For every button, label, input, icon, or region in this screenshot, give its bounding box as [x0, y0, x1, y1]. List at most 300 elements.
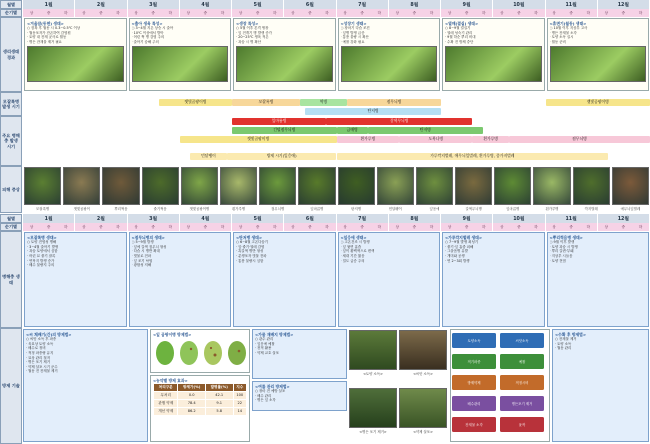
period-third: 상: [29, 11, 34, 15]
control-photo-2: [399, 330, 447, 370]
ecology-panel-title: <성장기 생태>: [340, 21, 367, 26]
panel-line: · 그을음병 유발: [445, 249, 468, 254]
panel-line: · 잎 뒷면 흡즙: [340, 244, 362, 249]
pest-ecology-lines: [550, 240, 647, 263]
table-row: [154, 391, 247, 399]
period-third: 하: [586, 11, 590, 15]
effect-table-title: <농약별 방제 효과>: [153, 378, 188, 383]
control-panel-1-title: <씨 채배기(간)의 방제법>: [26, 332, 72, 337]
period-cell: [75, 223, 127, 231]
period-third: 하: [168, 225, 172, 229]
symptom-caption: 갈색무늬병: [465, 207, 482, 211]
ecology-photo: [445, 46, 542, 82]
panel-line: · 잎 전개기 병 발생 증가: [236, 30, 272, 35]
period-third: 중: [569, 11, 573, 15]
month-header: 5월: [232, 0, 284, 9]
month-header: 10월: [493, 214, 545, 223]
process-step: 윤작: [500, 417, 544, 432]
period-third: 상: [186, 11, 191, 15]
panel-line: · 다습 시 병반 확대: [131, 249, 160, 254]
period-cell: [493, 9, 545, 17]
period-third: 상: [238, 11, 243, 15]
panel-line: · 지상부 시들음: [549, 253, 573, 258]
period-third: 중: [46, 225, 51, 229]
period-cell: [180, 223, 232, 231]
panel-line: ○ 10월 이후 지상부 고사: [549, 26, 588, 31]
pest-period-bar: 흰가루병: [337, 136, 400, 143]
process-step: 병든포기 제거: [500, 396, 544, 411]
control-panel-1: [23, 329, 148, 442]
period-third: 상: [29, 225, 34, 229]
panel-line: · 어린 싹 병 감염 주의: [131, 35, 165, 40]
period-cell: [180, 9, 232, 17]
panel-line: · 토양 소독: [555, 341, 572, 346]
row-label-control: 방제 기술: [0, 328, 22, 444]
ecology-panel: [442, 18, 545, 91]
period-cell: [598, 9, 650, 17]
panel-line: ○ 7~9월 발생 최성기: [445, 240, 478, 245]
effect-table-panel: [150, 375, 250, 442]
panel-line: ○ 토양 전염성 병해: [27, 240, 57, 245]
symptom-caption: 민달팽이: [388, 207, 402, 211]
pest-period-bar: 금매병: [337, 127, 368, 134]
pest-period-bar: 점무늬병: [347, 99, 441, 106]
ecology-photo: [27, 46, 124, 82]
panel-line: · 빗물로 전파: [131, 253, 152, 258]
table-header: 방제가(%): [178, 384, 206, 392]
control-panel-5: [552, 329, 649, 442]
symptom-caption: 깍지벌레: [584, 207, 598, 211]
panel-line: · 잎에 갈색 점무늬 형성: [131, 244, 167, 249]
panel-line: · 토양 과습 시 발생: [549, 244, 578, 249]
panel-line: · 광합성 저해: [131, 263, 152, 268]
table-cell: 9.1: [205, 399, 233, 407]
period-cell: [284, 9, 336, 17]
panel-line: · 뿌리 갈변·부패: [549, 249, 574, 254]
period-third: 하: [168, 11, 172, 15]
panel-line: · 육묘상 토양 소독: [26, 341, 54, 346]
month-header: 3월: [128, 214, 180, 223]
month-header: 4월: [180, 0, 232, 9]
period-cell: [441, 9, 493, 17]
pest-ecology-lines: [236, 240, 333, 263]
month-header: 2월: [75, 214, 127, 223]
ecology-panel: [24, 18, 127, 91]
period-third: 중: [464, 225, 469, 229]
period-label: 순기별: [0, 9, 22, 17]
table-cell: 14: [233, 407, 247, 415]
period-third: 상: [134, 11, 138, 15]
period-cell: [75, 9, 127, 17]
month-header: 12월: [598, 214, 650, 223]
pest-period-bar: 가루깍지벌레, 애무늬잎벌레, 흰가루병, 종가지벌레: [337, 153, 609, 160]
period-third: 중: [360, 11, 364, 15]
control-panel-4-title: <여름 관리 방제법>: [255, 384, 290, 389]
period-third: 상: [291, 225, 295, 229]
panel-line: · 9월 하순 뿌리 비대: [445, 35, 476, 40]
panel-line: · 월동 준비: [549, 39, 566, 44]
panel-line: · 통풍 불량 시 확산: [340, 35, 369, 40]
period-third: 중: [46, 11, 51, 15]
month-header: 2월: [75, 0, 127, 9]
control-panel-1-lines: [26, 337, 145, 374]
period-third: 하: [272, 11, 277, 15]
panel-line: · 잎 조기 낙엽: [131, 258, 153, 263]
pest-ecology-panel: [442, 232, 545, 327]
ecology-panel: [547, 18, 650, 91]
pest-ecology-lines: [27, 240, 124, 268]
panel-line: ○ 잔재물 제거: [555, 337, 577, 342]
pest-period-bar: 흰가루병: [472, 136, 509, 143]
control-panel-3-lines: [255, 337, 344, 355]
symptom-caption: 애무늬잎벌레: [620, 207, 641, 211]
table-cell: 78.4: [178, 399, 206, 407]
period-cell: [389, 223, 441, 231]
pest-ecology-title: <모잘록병 생태>: [27, 235, 57, 240]
month-header: 8월: [389, 0, 441, 9]
period-cell: [23, 9, 75, 17]
period-third: 하: [116, 11, 120, 15]
period-third: 상: [343, 11, 347, 15]
panel-line: ○ 5~9월 발생: [131, 240, 154, 245]
period-third: 하: [481, 11, 486, 15]
pest-ecology-panel: [547, 232, 650, 327]
pest-period-bar: 잿빛곰팡이병: [180, 136, 337, 143]
ecology-panel-title: <겨울잠(동면) 생태>: [27, 21, 64, 26]
period-third: 상: [500, 225, 504, 229]
period-third: 상: [552, 225, 556, 229]
control-panel-4: [252, 381, 347, 411]
panel-line: ○ 6~8월 고온다습기: [236, 240, 268, 245]
period-third: 상: [447, 11, 452, 15]
panel-line: · 흑갈색 병반 형성: [236, 249, 264, 254]
period-third: 하: [638, 225, 643, 229]
ecology-panel: [129, 18, 232, 91]
control-photo-4: [399, 388, 447, 428]
period-third: 중: [308, 225, 312, 229]
period-third: 상: [604, 11, 609, 15]
symptom-photo: [220, 167, 257, 205]
table-cell: 개선 약제: [154, 407, 178, 415]
period-third: 상: [82, 11, 86, 15]
panel-line: · 토양 소독 실시: [549, 35, 574, 40]
period-cell: [441, 223, 493, 231]
table-header: 지수: [233, 384, 247, 392]
period-third: 하: [377, 225, 381, 229]
panel-line: · 3~4월 출아기 발생: [27, 244, 59, 249]
panel-line: · 개미와 공생: [445, 253, 465, 258]
pest-ecology-panel: [24, 232, 127, 327]
table-cell: 22: [233, 399, 247, 407]
period-third: 상: [82, 225, 86, 229]
period-cell: [23, 223, 75, 231]
period-third: 하: [325, 225, 329, 229]
row-label-disease: 모잘록병 발생 시기: [0, 92, 22, 116]
panel-line: · 열매 성숙기 관리: [445, 30, 473, 35]
period-third: 중: [517, 11, 521, 15]
panel-line: · 적정 파종량 유지: [26, 350, 54, 355]
period-third: 중: [308, 11, 312, 15]
period-cell: [337, 223, 389, 231]
pest-period-bar: 방제 시기(잎응애): [227, 153, 337, 160]
panel-line: · 약제 살포 시기 준수: [26, 364, 58, 369]
ecology-photo: [132, 46, 229, 82]
period-third: 중: [99, 11, 103, 15]
period-label-2: 순기별: [0, 223, 22, 231]
panel-line: · 출아기 습해 주의: [131, 39, 159, 44]
month-header: 7월: [337, 214, 389, 223]
symptom-photo: [298, 167, 335, 205]
symptom-photo: [338, 167, 375, 205]
month-header: 6월: [284, 214, 336, 223]
effect-table: [153, 383, 247, 415]
period-third: 중: [621, 11, 626, 15]
process-step: 씨앗소독: [500, 333, 544, 348]
period-cell: [337, 9, 389, 17]
symptom-photo: [573, 167, 610, 205]
period-third: 중: [360, 225, 364, 229]
ecology-panel-lines: [236, 26, 333, 44]
pest-period-bar: 민달팽이: [190, 153, 227, 160]
pest-ecology-panel: [338, 232, 441, 327]
ecology-panel-title: <출아 생육 특성>: [131, 21, 163, 26]
control-panel-5-lines: [555, 337, 646, 351]
panel-line: ○ 고온건조 시 발생: [340, 240, 370, 245]
panel-line: · 잎·줄기·열매 감염: [236, 244, 265, 249]
period-third: 하: [272, 225, 277, 229]
control-caption-3: <병든 포기 제거>: [359, 430, 387, 434]
symptom-caption: 흰가루병: [545, 207, 559, 211]
panel-line: · 과습 시 병 확산: [236, 39, 262, 44]
pest-ecology-panel: [233, 232, 336, 327]
panel-line: · 병든 잎 소각: [255, 398, 276, 403]
period-third: 상: [447, 225, 452, 229]
period-cell: [284, 223, 336, 231]
ecology-photo: [236, 46, 333, 82]
symptom-photo: [377, 167, 414, 205]
period-third: 하: [481, 225, 486, 229]
table-cell: 관행 약제: [154, 399, 178, 407]
panel-line: · 토양 전염: [549, 258, 566, 263]
period-third: 중: [255, 225, 260, 229]
period-third: 하: [429, 11, 434, 15]
month-header: 3월: [128, 0, 180, 9]
panel-line: · 어린 묘 줄기 잘록: [27, 253, 56, 258]
month-header: 12월: [598, 0, 650, 9]
panel-line: ○ 5월 이후 본격 생장: [236, 26, 269, 31]
pest-ecology-lines: [445, 240, 542, 263]
leaf-samples-icon: [153, 337, 249, 367]
symptom-caption: 탄저병: [351, 207, 361, 211]
panel-line: · 배수 불량지 주의: [27, 263, 55, 268]
panel-line: ○ 관수 관리: [255, 337, 274, 342]
panel-line: · 병든 잔재물 소각: [549, 30, 577, 35]
table-row: [154, 399, 247, 407]
row-label-pest: 주요 병해충 발생 시기: [0, 116, 22, 166]
panel-line: · 예찰 강화 필요: [340, 39, 365, 44]
period-third: 상: [134, 225, 138, 229]
ecology-photo: [341, 46, 438, 82]
process-step: 방제약제: [452, 375, 496, 390]
month-header: 6월: [284, 0, 336, 9]
pest-period-bar: 잿빛곰팡이병: [546, 99, 650, 106]
panel-line: · 연작지 발생 증가: [27, 258, 55, 263]
panel-line: · 월동 관리: [555, 346, 572, 351]
pest-ecology-title: <점무늬병의 생태>: [131, 235, 165, 240]
period-third: 하: [325, 11, 329, 15]
panel-line: ○ 잠복 후 월동 시 0.3~0.5℃ 이상: [27, 26, 81, 31]
pest-ecology-title: <잎응애 생태>: [340, 235, 367, 240]
period-third: 하: [116, 225, 120, 229]
symptom-photo: [63, 167, 100, 205]
symptom-photo: [455, 167, 492, 205]
month-header: 5월: [232, 214, 284, 223]
panel-line: ○ 장마기 다습 조건: [340, 26, 370, 31]
period-third: 하: [63, 11, 68, 15]
pest-period-bar: 갈색무늬병: [326, 118, 472, 125]
panel-line: · 20~25℃ 생육 적온: [236, 35, 269, 40]
symptom-photo: [416, 167, 453, 205]
process-step: 잔재물 소각: [452, 417, 496, 432]
month-header: 1월: [23, 214, 75, 223]
control-panel-5-title: <수확 후 방제법>: [555, 332, 587, 337]
pest-period-bar: 긴털점무늬병: [232, 127, 337, 134]
panel-line: · 약제 교호 살포: [255, 350, 279, 355]
pest-period-bar: 모잘록병: [232, 99, 300, 106]
table-row: [154, 407, 247, 415]
leaf-compare-panel: [150, 329, 250, 373]
symptom-photo: [102, 167, 139, 205]
ecology-panel-title: <열매(결실) 생태>: [445, 21, 479, 26]
period-third: 하: [586, 225, 590, 229]
period-third: 상: [186, 225, 191, 229]
ecology-panel-lines: [341, 26, 438, 44]
table-cell: 42.1: [205, 391, 233, 399]
symptom-caption: 줄기썩음: [153, 207, 167, 211]
pest-period-bar: 도복나병: [399, 136, 472, 143]
ecology-panel: [233, 18, 336, 91]
period-third: 하: [638, 11, 643, 15]
period-third: 상: [395, 11, 400, 15]
period-third: 중: [203, 225, 208, 229]
symptom-photo: [142, 167, 179, 205]
period-third: 중: [99, 225, 103, 229]
process-step: 적정시비: [500, 375, 544, 390]
pest-ecology-title: <가루깍지벌레 생태>: [445, 235, 483, 240]
process-step: 적기파종: [452, 354, 496, 369]
stage-label-2: 월별: [0, 214, 22, 223]
panel-line: · 월동 전 잔재물 제거: [26, 369, 58, 374]
panel-line: · 병든 포기 제거: [26, 360, 50, 365]
panel-line: · 10℃ 이상에서 발아: [131, 30, 164, 35]
period-third: 하: [534, 11, 538, 15]
row-label-pest-ecology: 병해충 생태: [0, 231, 22, 328]
panel-line: ○ 9월 이후 발생: [549, 240, 575, 245]
period-third: 상: [500, 11, 504, 15]
ecology-panel-title: <휴면기(월동) 생태>: [549, 21, 587, 26]
table-cell: 0.0: [178, 391, 206, 399]
panel-line: ○ 씨앗 소독 후 파종: [26, 337, 57, 342]
control-caption-4: <약제 살포>: [413, 430, 433, 434]
symptom-photo: [533, 167, 570, 205]
period-third: 하: [377, 11, 381, 15]
pest-period-bar: 탄저병: [368, 127, 483, 134]
period-third: 상: [395, 225, 400, 229]
panel-line: · 묘상 관리 철저: [26, 355, 50, 360]
period-cell: [546, 223, 598, 231]
panel-line: ○ 3~4월 지온 상승 시 출아: [131, 26, 174, 31]
period-cell: [546, 9, 598, 17]
row-label-ecology: 생리생태 경과: [0, 17, 22, 92]
table-cell: 86.2: [178, 407, 206, 415]
process-step: 예찰: [500, 354, 544, 369]
symptom-photo: [24, 167, 61, 205]
pest-period-bar: 역병: [300, 99, 347, 106]
period-third: 중: [464, 11, 469, 15]
table-header: 발병률(%): [205, 384, 233, 392]
period-third: 상: [343, 225, 347, 229]
panel-line: · 배수로 정비: [26, 346, 46, 351]
period-third: 하: [63, 225, 68, 229]
ecology-panel-lines: [445, 26, 542, 44]
pest-period-bar: 점무늬병: [509, 136, 650, 143]
period-third: 중: [151, 11, 155, 15]
control-photo-3: [349, 388, 397, 428]
ecology-panel: [338, 18, 441, 91]
pest-ecology-title: <탄저병 생태>: [236, 235, 263, 240]
table-cell: 100: [233, 391, 247, 399]
panel-line: · 세대 기간 짧음: [340, 253, 365, 258]
period-third: 중: [151, 225, 155, 229]
pest-period-bar: 잎마름병: [232, 118, 326, 125]
process-step: 배수관리: [452, 396, 496, 411]
panel-line: · 천적 활용: [255, 346, 272, 351]
month-header: 11월: [546, 214, 598, 223]
period-third: 중: [621, 225, 626, 229]
ecology-panel-lines: [27, 26, 124, 44]
symptom-photo: [494, 167, 531, 205]
panel-line: · 배수 관리: [255, 393, 272, 398]
panel-line: · 잎병 발생 급증: [340, 30, 365, 35]
symptom-photo: [181, 167, 218, 205]
period-third: 중: [255, 11, 260, 15]
pest-period-bar: 잿빛곰팡이병: [159, 99, 232, 106]
control-panel-3: [252, 329, 347, 379]
table-cell: 무처리: [154, 391, 178, 399]
month-header: 4월: [180, 214, 232, 223]
panel-line: · 분생포자 빗물 전파: [236, 253, 267, 258]
panel-line: ○ 8~9월 결실기: [445, 26, 471, 31]
pest-period-bar: 탄저병: [305, 108, 441, 115]
control-photo-1: [349, 330, 397, 370]
symptom-photo: [612, 167, 649, 205]
panel-line: · 수확 전 방제 중단: [445, 39, 474, 44]
pest-ecology-title: <뿌리썩음병 생태>: [549, 235, 583, 240]
pest-ecology-lines: [132, 240, 229, 268]
period-cell: [389, 9, 441, 17]
table-header: 처리구분: [154, 384, 178, 392]
symptom-caption: 점무늬병: [271, 207, 285, 211]
panel-line: · 줄기·잎 흡즙 피해: [445, 244, 474, 249]
control-panel-4-lines: [255, 389, 344, 403]
period-cell: [232, 223, 284, 231]
symptom-caption: 흰가루병: [231, 207, 246, 211]
period-cell: [128, 9, 180, 17]
symptom-caption: 모잘록병: [36, 207, 50, 211]
stage-label: 월별: [0, 0, 22, 9]
process-step: 토양소독: [452, 333, 496, 348]
period-cell: [598, 223, 650, 231]
